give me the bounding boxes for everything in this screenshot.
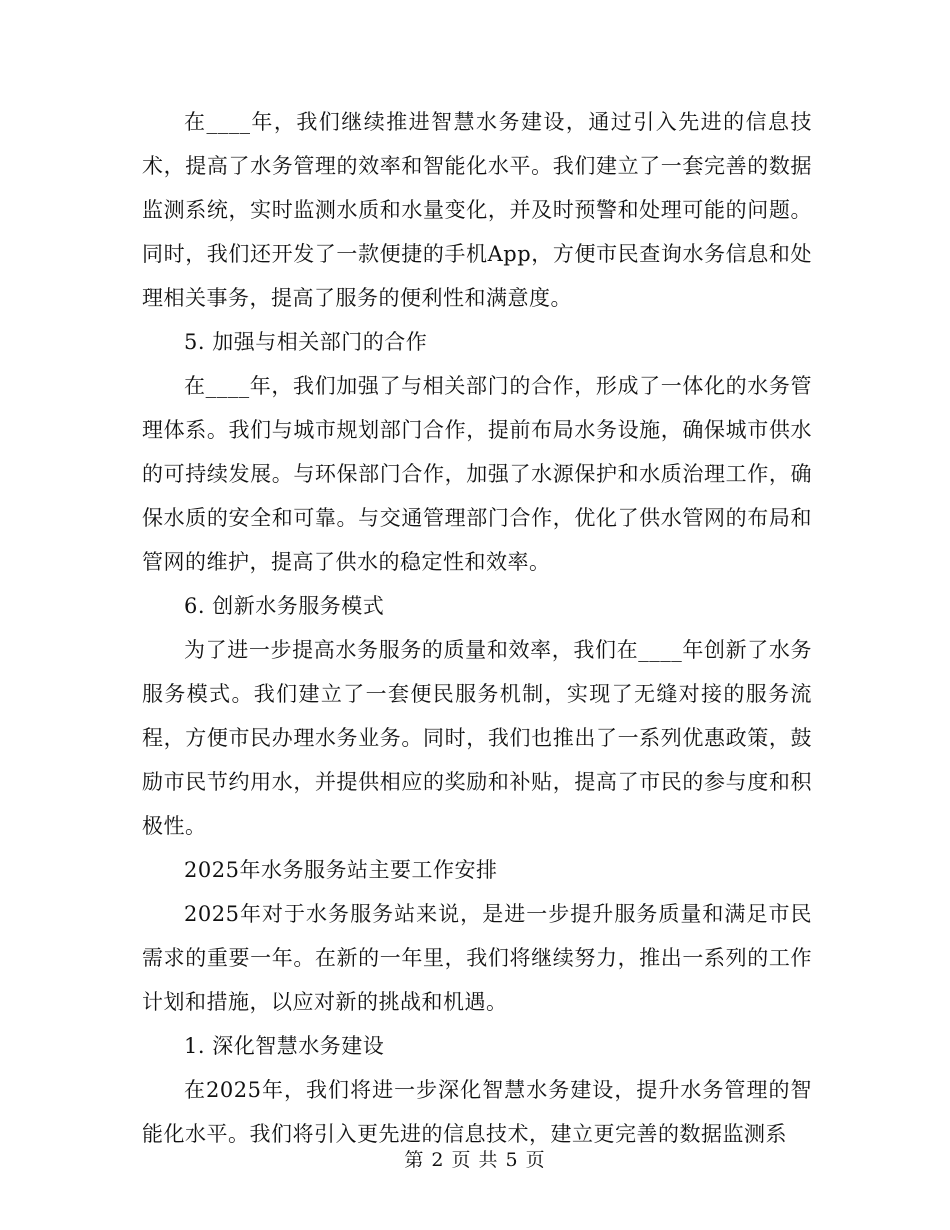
page-number-footer: 第 2 页 共 5 页 <box>404 1149 546 1171</box>
paragraph-cooperation: 在____年，我们加强了与相关部门的合作，形成了一体化的水务管理体系。我们与城市规划部门合作，提前布局水务设施，确保城市供水的可持续发展。与环保部门合作，加强了水源保护和水质治理工作，确保水质的安全和可靠。与交通管理部门合作，优化了供水管网的布局和管网的维护，提高了供水的稳定性和效率。 <box>142 374 812 574</box>
section-heading-5: 5. 加强与相关部门的合作 <box>184 330 428 354</box>
paragraph-deepen-smart-water: 在2025年，我们将进一步深化智慧水务建设，提升水务管理的智能化水平。我们将引入更先进的信息技术，建立更完善的数据监测系 <box>142 1078 812 1146</box>
section-heading-6: 6. 创新水务服务模式 <box>184 594 385 618</box>
document-body <box>142 100 812 1156</box>
paragraph-smart-water: 在____年，我们继续推进智慧水务建设，通过引入先进的信息技术，提高了水务管理的效率和智能化水平。我们建立了一套完善的数据监测系统，实时监测水质和水量变化，并及时预警和处理可能的问题。同时，我们还开发了一款便捷的手机App，方便市民查询水务信息和处理相关事务，提高了服务的便利性和满意度。 <box>142 110 812 310</box>
paragraph-service-model: 为了进一步提高水务服务的质量和效率，我们在____年创新了水务服务模式。我们建立了一套便民服务机制，实现了无缝对接的服务流程，方便市民办理水务业务。同时，我们也推出了一系列优惠政策，鼓励市民节约用水，并提供相应的奖励和补贴，提高了市民的参与度和积极性。 <box>142 638 812 838</box>
section-heading-2025-plan: 2025年水务服务站主要工作安排 <box>184 858 498 882</box>
paragraph-2025-intro: 2025年对于水务服务站来说，是进一步提升服务质量和满足市民需求的重要一年。在新的一年里，我们将继续努力，推出一系列的工作计划和措施，以应对新的挑战和机遇。 <box>142 902 812 1014</box>
section-heading-1: 1. 深化智慧水务建设 <box>184 1034 385 1058</box>
